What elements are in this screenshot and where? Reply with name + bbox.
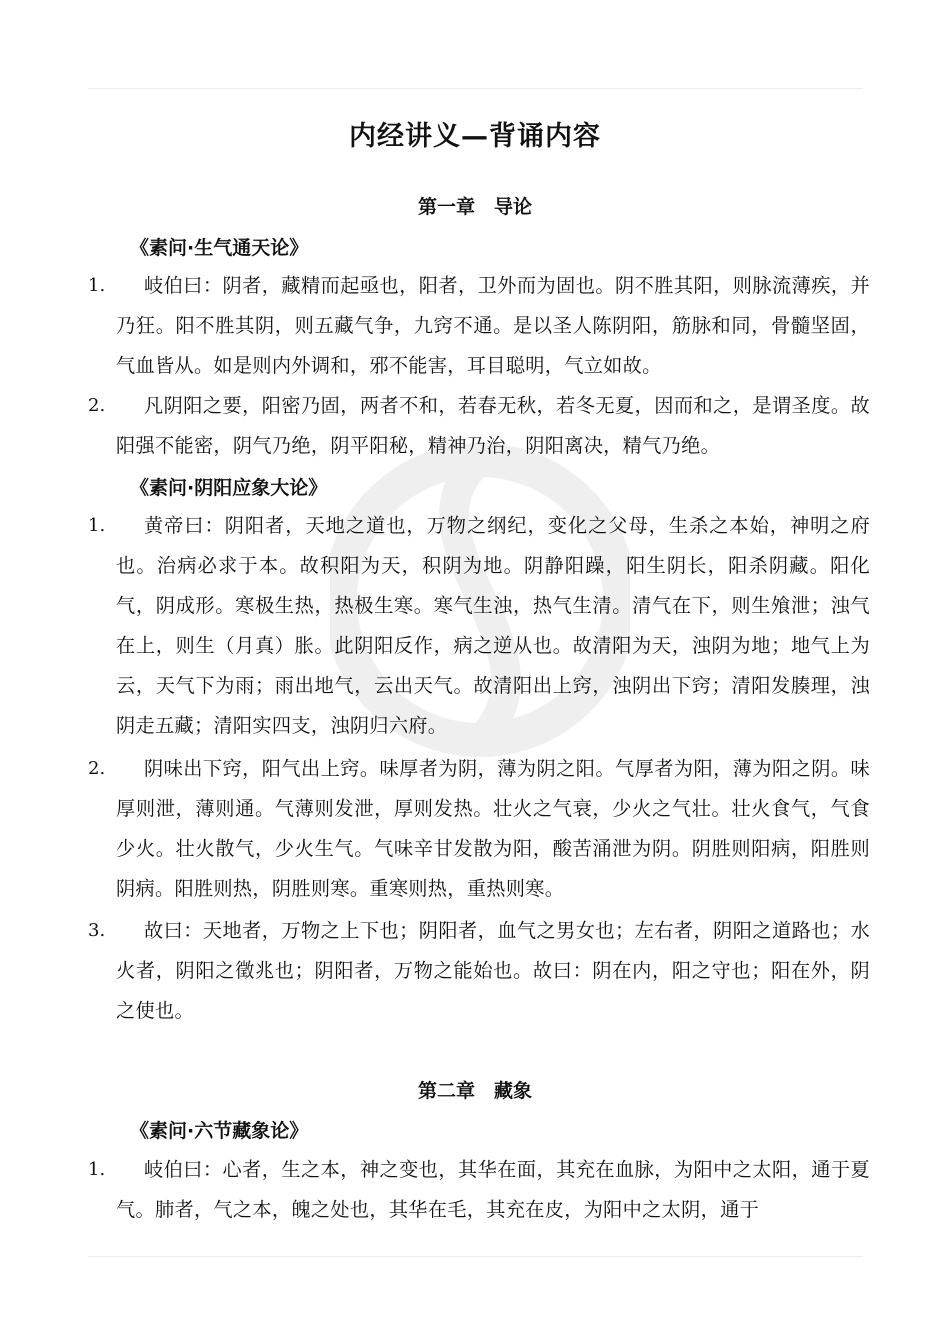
paragraph [88,1150,870,1230]
paragraph-number: 2. [88,758,106,779]
paragraph-number: 1. [88,1159,106,1180]
paragraph-number: 1. [88,275,106,296]
chapter-1-heading: 第一章 导论 [417,196,532,218]
paragraph [88,386,870,466]
section-title: 《素问·生气通天论》 [130,237,309,259]
paragraph [88,506,870,746]
paragraph-text: 岐伯曰：心者，生之本，神之变也，其华在面，其充在血脉，为阳中之太阳，通于夏气。肺者，气之本，魄之处也，其华在毛，其充在皮，为阳中之太阴，通于 [116,1158,870,1221]
paragraph [88,749,870,909]
chapter-2-heading: 第二章 藏象 [417,1080,532,1102]
header-rule [88,88,862,89]
section-title: 《素问·阴阳应象大论》 [130,477,328,499]
paragraph [88,266,870,386]
section-title: 《素问·六节藏象论》 [130,1120,309,1142]
paragraph-text: 岐伯曰：阴者，藏精而起亟也，阳者，卫外而为固也。阴不胜其阳，则脉流薄疾，并乃狂。阳不胜其阴，则五藏气争，九窍不通。是以圣人陈阴阳，筋脉和同，骨髓坚固，气血皆从。如是则内外调和，邪不能害，耳目聪明，气立如故。 [116,274,870,377]
paragraph-text: 故曰：天地者，万物之上下也；阴阳者，血气之男女也；左右者，阴阳之道路也；水火者，阴阳之徵兆也；阴阳者，万物之能始也。故曰：阴在内，阳之守也；阳在外，阴之使也。 [116,919,870,1022]
paragraph-number: 1. [88,515,106,536]
paragraph-text: 阴味出下窍，阳气出上窍。味厚者为阴，薄为阴之阳。气厚者为阳，薄为阳之阴。味厚则泄，薄则通。气薄则发泄，厚则发热。壮火之气衰，少火之气壮。壮火食气，气食少火。壮火散气，少火生气。气味辛甘发散为阳，酸苦涌泄为阴。阴胜则阳病，阳胜则阴病。阳胜则热，阴胜则寒。重寒则热，重热则寒。 [116,757,870,900]
paragraph-text: 凡阴阳之要，阳密乃固，两者不和，若春无秋，若冬无夏，因而和之，是谓圣度。故阳强不能密，阴气乃绝，阴平阳秘，精神乃治，阴阳离决，精气乃绝。 [116,394,870,457]
document-title: 内经讲义—背诵内容 [349,121,601,152]
paragraph-number: 2. [88,395,106,416]
footer-rule [88,1256,862,1257]
paragraph [88,911,870,1031]
paragraph-text: 黄帝曰：阴阳者，天地之道也，万物之纲纪，变化之父母，生杀之本始，神明之府也。治病必求于本。故积阳为天，积阴为地。阴静阳躁，阳生阴长，阳杀阴藏。阳化气，阴成形。寒极生热，热极生寒。寒气生浊，热气生清。清气在下，则生飧泄；浊气在上，则生（月真）胀。此阴阳反作，病之逆从也。故清阳为天，浊阴为地；地气上为云，天气下为雨；雨出地气，云出天气。故清阳出上窍，浊阴出下窍；清阳发腠理，浊阴走五藏；清阳实四支，浊阴归六府。 [116,514,870,737]
paragraph-number: 3. [88,920,106,941]
